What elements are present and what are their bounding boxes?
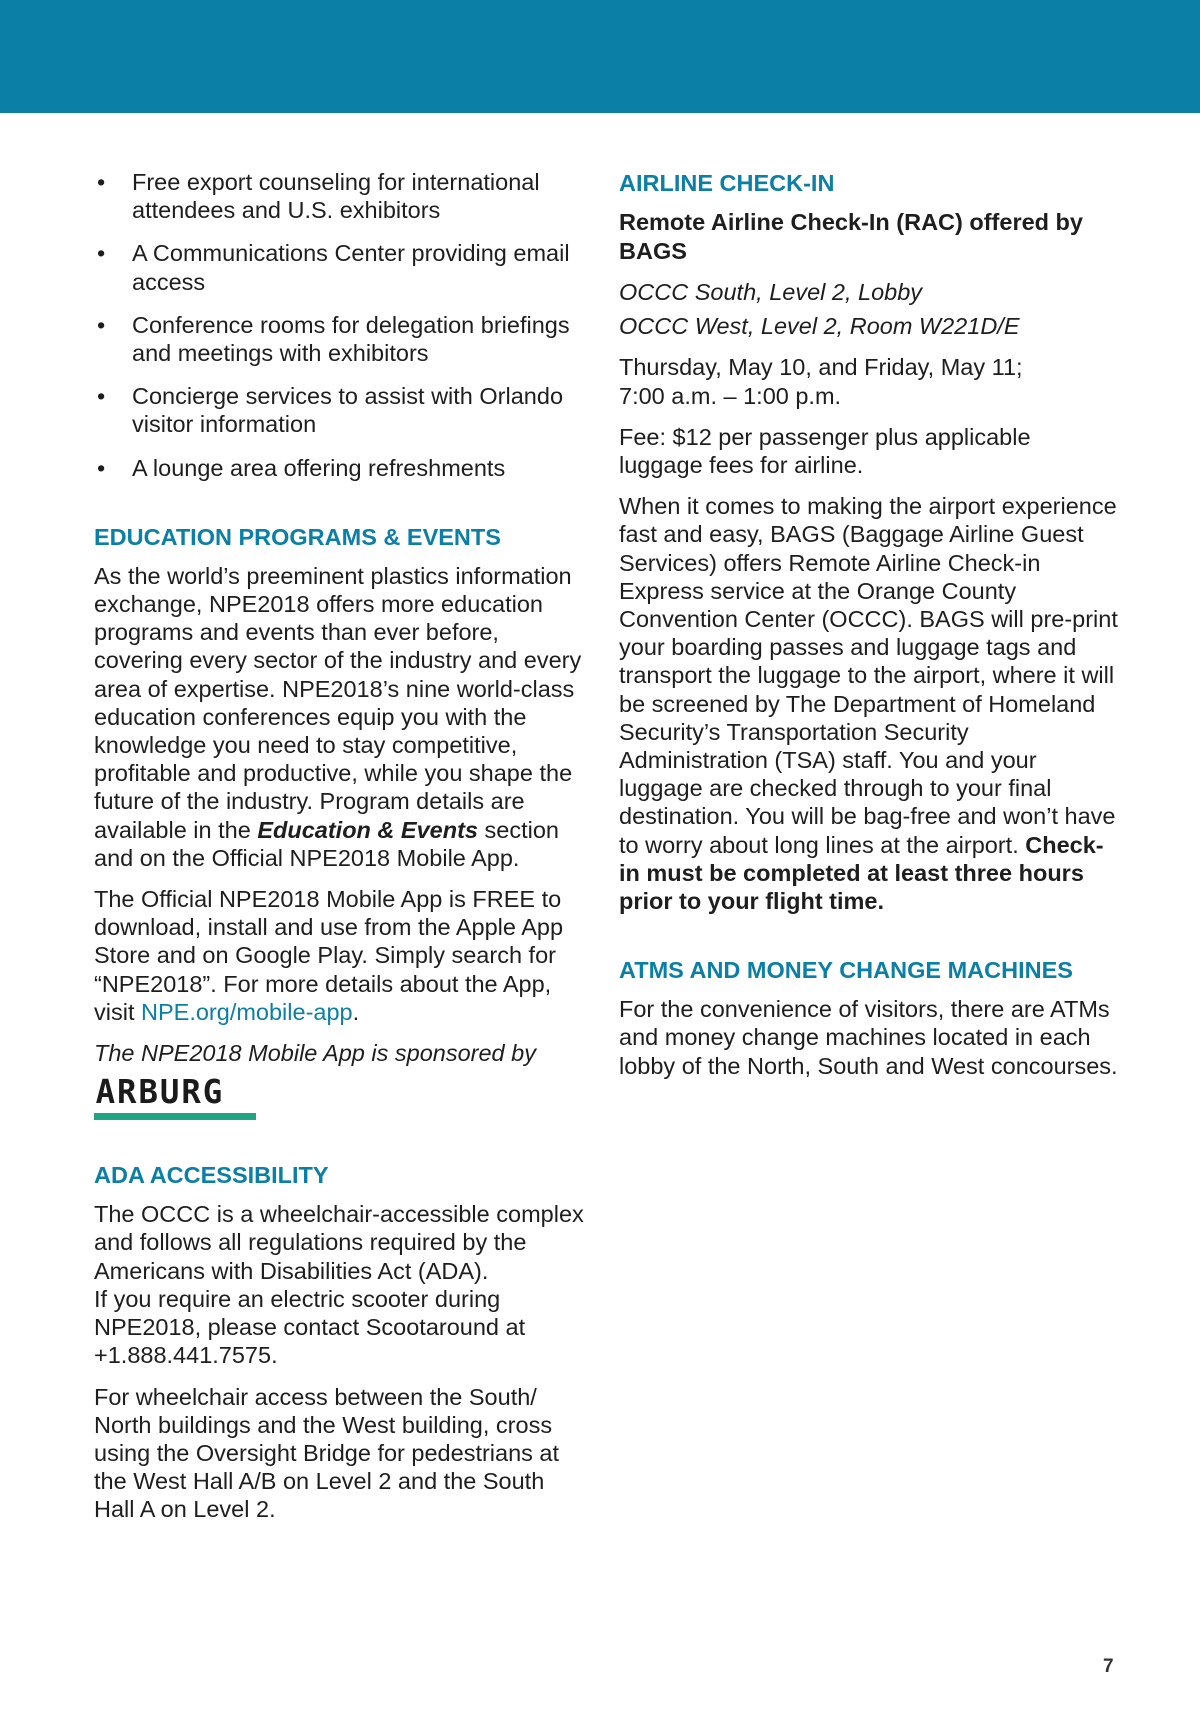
education-paragraph: As the world’s preeminent plastics information exchange, NPE2018 offers more education programs and events than ever before, covering every sector of the industry and every area of expertise. NPE2018’s nine world-class education conferences equip you with the knowledge you need to stay competitive, profitable and productive, while you shape the future of the industry. Program details are available in the Education & Events section and on the Official NPE2018 Mobile App. [94,562,582,871]
bags-paragraph: When it comes to making the airport experience fast and easy, BAGS (Baggage Airline Guest Services) offers Remote Airline Check-in Express service at the Orange County Convention Center (OCCC). BAGS will pre-print your boarding passes and luggage tags and transport the luggage to the airport, where it will be screened by The Department of Homeland Security’s Transportation Security Administration (TSA) staff. You and your luggage are checked through to your final destination. You will be bag-free and won’t have to worry about long lines at the airport. Check-in must be completed at least three hours prior to your flight time. [619,493,1118,915]
mobile-app-link[interactable]: NPE.org/mobile-app [141,998,353,1025]
arburg-logo [94,1073,256,1120]
bullet-icon: • [97,169,106,195]
checkin-deadline-note: Check-in must be completed at least three hours prior to your flight time. [619,831,1104,915]
location-west: OCCC West, Level 2, Room W221D/E [619,313,1020,340]
education-heading: EDUCATION PROGRAMS & EVENTS [94,523,501,550]
education-events-emphasis: Education & Events [257,816,478,843]
arburg-underline [94,1113,256,1120]
bullet-icon: • [97,454,106,481]
list-item: • Conference rooms for delegation briefings and meetings with exhibitors [97,311,570,367]
checkin-fee: Fee: $12 per passenger plus applicable luggage fees for airline. [619,423,1031,479]
sponsor-line: The NPE2018 Mobile App is sponsored by [94,1040,536,1067]
ada-paragraph-1: The OCCC is a wheelchair-accessible complex and follows all regulations required by the Americans with Disabilities Act (ADA). If you require an electric scooter during NPE2018, please contact Scootaround at +1.888.441.7575. [94,1201,584,1369]
location-south: OCCC South, Level 2, Lobby [619,279,923,305]
airline-heading: AIRLINE CHECK-IN [619,170,835,196]
bullet-icon: • [97,240,106,267]
page-number: 7 [1103,1656,1114,1677]
ada-heading: ADA ACCESSIBILITY [94,1162,329,1189]
services-list [94,168,588,482]
bullet-icon: • [97,311,106,338]
ada-paragraph-2: For wheelchair access between the South/ North buildings and the West building, cross using the Oversight Bridge for pedestrians at the West Hall A/B on Level 2 and the South Hall A on Level 2. [94,1383,560,1523]
arburg-wordmark: ARBURG [95,1072,225,1112]
atms-paragraph: For the convenience of visitors, there are ATMs and money change machines located in each lobby of the North, South and West concourses. [619,996,1118,1079]
right-column [619,168,1119,1093]
header-band [0,0,1200,113]
list-item: • A Communications Center providing email access [97,240,570,295]
list-item: • Free export counseling for international attendees and U.S. exhibitors [97,169,540,224]
mobile-app-paragraph: The Official NPE2018 Mobile App is FREE to download, install and use from the Apple App Store and on Google Play. Simply search for “NPE2018”. For more details about the App, visit NPE.org/mobile-app. [94,886,564,1025]
airline-subheading: Remote Airline Check-In (RAC) offered by BAGS [619,209,1083,264]
bullet-icon: • [97,383,106,410]
checkin-dates: Thursday, May 10, and Friday, May 11; 7:00 a.m. – 1:00 p.m. [619,354,1023,409]
list-item: • Concierge services to assist with Orlando visitor information [97,383,564,438]
atms-heading: ATMS AND MONEY CHANGE MACHINES [619,957,1073,984]
list-item: • A lounge area offering refreshments [97,454,506,481]
left-column [94,168,588,1537]
